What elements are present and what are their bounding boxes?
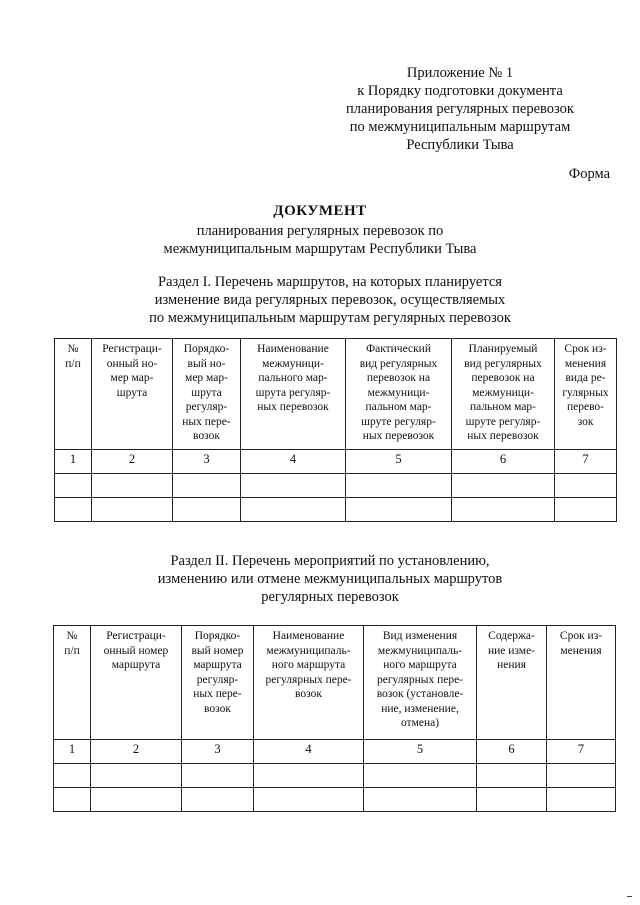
section1-title-line: по межмуниципальным маршрутам регулярных перевозок: [149, 310, 511, 326]
table-cell: [547, 788, 616, 812]
column-header: [55, 339, 92, 450]
column-header: [241, 339, 346, 450]
column-header-line: Регистраци-: [102, 343, 162, 355]
table-cell: [547, 764, 616, 788]
column-header-line: ных пере-: [193, 688, 242, 700]
column-header-line: нения: [497, 659, 526, 671]
table-cell: [555, 498, 617, 522]
column-header-line: регуляр-: [196, 673, 239, 686]
table-cell: [54, 788, 91, 812]
column-header-line: ных перевозок: [362, 430, 435, 442]
column-header-line: межмуниципаль-: [377, 644, 463, 657]
column-number-cell: 5: [346, 450, 452, 474]
section2-title-line: регулярных перевозок: [261, 589, 399, 605]
column-number-cell: 5: [364, 740, 477, 764]
column-header-line: шруте регуляр-: [465, 415, 541, 428]
column-header-line: вид регулярных: [464, 357, 542, 370]
column-header-line: возок: [204, 702, 231, 715]
column-header-line: перевозок на: [366, 372, 431, 384]
column-header-line: вый номер: [191, 644, 244, 657]
table-row: [55, 474, 617, 498]
table-cell: [241, 474, 346, 498]
column-header: [555, 339, 617, 450]
column-number-cell: 4: [254, 740, 364, 764]
table-cell: [173, 498, 241, 522]
column-header-line: шрута: [116, 386, 148, 399]
column-header-line: мер мар-: [185, 372, 228, 384]
column-header-line: Срок из-: [564, 343, 607, 355]
column-header-line: Планируемый: [468, 343, 538, 355]
column-header: [254, 626, 364, 740]
column-header: [346, 339, 452, 450]
column-header-line: менения: [564, 357, 607, 370]
section2-table: [53, 625, 616, 812]
section1-title-line: изменение вида регулярных перевозок, осуществляемых: [154, 292, 506, 308]
column-number-cell: 1: [55, 450, 92, 474]
column-header-line: межмуници-: [472, 386, 534, 399]
section1-title: [0, 273, 640, 327]
column-number-cell: 1: [54, 740, 91, 764]
table-cell: [364, 788, 477, 812]
appendix-line: по межмуниципальным маршрутам: [349, 119, 571, 135]
column-header-line: зок: [577, 415, 594, 428]
appendix-line: Республики Тыва: [406, 137, 514, 153]
column-header-line: онный номер: [103, 644, 169, 657]
table-cell: [241, 498, 346, 522]
table-header-row: [55, 339, 617, 450]
column-header-line: Фактический: [366, 343, 431, 355]
column-header-line: перево-: [566, 401, 605, 413]
column-header-line: Регистраци-: [106, 630, 166, 642]
column-header-line: вид регулярных: [359, 357, 438, 370]
column-header-line: шруте регуляр-: [361, 415, 436, 428]
column-header-line: межмуниципаль-: [266, 644, 351, 657]
column-header-line: Порядко-: [194, 630, 241, 642]
column-number-cell: 6: [452, 450, 555, 474]
column-header-line: регуляр-: [185, 401, 228, 413]
table-cell: [254, 788, 364, 812]
table-row: [55, 498, 617, 522]
column-header-line: ных перевозок: [257, 401, 329, 413]
document-subtitle-line: планирования регулярных перевозок по: [196, 223, 444, 239]
column-header-line: вый но-: [187, 357, 226, 370]
column-header: [54, 626, 91, 740]
column-header: [452, 339, 555, 450]
column-header-line: перевозок на: [471, 372, 535, 384]
column-header-line: менения: [560, 644, 602, 657]
column-number-cell: 7: [555, 450, 617, 474]
column-header-line: пального мар-: [258, 372, 328, 384]
column-header-line: ных перевозок: [467, 430, 539, 442]
section2-title-line: Раздел II. Перечень мероприятий по установлению,: [170, 553, 490, 569]
column-header-line: №: [67, 343, 79, 355]
table-cell: [91, 788, 182, 812]
table-cell: [92, 474, 173, 498]
column-header-line: Срок из-: [559, 630, 603, 642]
column-header-line: №: [66, 630, 78, 642]
table-row: [54, 764, 616, 788]
column-header-line: пальном мар-: [365, 401, 432, 413]
column-header-line: пальном мар-: [469, 401, 537, 413]
column-header-line: межмуници-: [262, 357, 324, 370]
column-header-line: ние, изменение,: [381, 702, 459, 715]
column-header-line: гулярных: [562, 386, 609, 399]
table-cell: [346, 498, 452, 522]
column-header-line: возок: [295, 688, 322, 700]
column-header: [91, 626, 182, 740]
column-header-line: вида ре-: [565, 372, 606, 384]
column-number-cell: 3: [182, 740, 254, 764]
column-number-row: [55, 450, 617, 474]
table-cell: [91, 764, 182, 788]
column-header-line: онный но-: [106, 357, 158, 370]
page-edge-mark: [627, 896, 632, 897]
column-header-line: возок: [193, 430, 220, 442]
column-header-line: ного маршрута: [383, 659, 457, 671]
table-cell: [477, 764, 547, 788]
table-row: [54, 788, 616, 812]
column-header: [92, 339, 173, 450]
appendix-block: [300, 64, 620, 154]
column-header-line: Вид изменения: [382, 630, 458, 642]
column-header-line: ного маршрута: [271, 659, 346, 671]
table-cell: [173, 474, 241, 498]
column-header-line: Наименование: [272, 630, 345, 642]
column-header: [364, 626, 477, 740]
column-header-line: межмуници-: [367, 386, 430, 399]
column-header-line: п/п: [64, 644, 80, 657]
appendix-line: к Порядку подготовки документа: [357, 83, 563, 99]
column-header-line: маршрута: [111, 659, 161, 671]
column-header-line: возок (установле-: [376, 688, 464, 700]
appendix-line: планирования регулярных перевозок: [346, 101, 574, 117]
column-header-line: шрута регуляр-: [255, 386, 331, 399]
column-header-line: регулярных пере-: [376, 673, 464, 686]
column-number-cell: 3: [173, 450, 241, 474]
table-cell: [477, 788, 547, 812]
form-label: Форма: [568, 166, 610, 182]
section1-table: [54, 338, 617, 522]
table-cell: [182, 764, 254, 788]
column-header-line: маршрута: [193, 659, 242, 671]
table-header-row: [54, 626, 616, 740]
column-number-cell: 6: [477, 740, 547, 764]
section2-title-line: изменению или отмене межмуниципальных маршрутов: [157, 571, 503, 587]
column-header-line: отмена): [400, 717, 440, 729]
table-cell: [55, 474, 92, 498]
column-header: [173, 339, 241, 450]
table-cell: [54, 764, 91, 788]
table-cell: [182, 788, 254, 812]
appendix-line: Приложение № 1: [406, 65, 514, 81]
table-cell: [55, 498, 92, 522]
column-header-line: Порядко-: [183, 343, 230, 355]
column-number-cell: 7: [547, 740, 616, 764]
column-header-line: шрута: [191, 386, 222, 399]
column-header-line: мер мар-: [110, 372, 154, 384]
column-header: [477, 626, 547, 740]
table-cell: [555, 474, 617, 498]
document-title: ДОКУМЕНТ: [273, 203, 367, 219]
table-cell: [254, 764, 364, 788]
document-subtitle: [0, 222, 640, 258]
table-cell: [346, 474, 452, 498]
column-header-line: регулярных пере-: [265, 673, 352, 686]
column-number-cell: 4: [241, 450, 346, 474]
column-header-line: Наименование: [257, 343, 329, 355]
section2-title: [0, 552, 640, 606]
document-subtitle-line: межмуниципальным маршрутам Республики Тыва: [163, 241, 477, 257]
table-cell: [452, 498, 555, 522]
column-number-cell: 2: [92, 450, 173, 474]
column-number-cell: 2: [91, 740, 182, 764]
column-header-line: Содержа-: [488, 630, 535, 642]
section1-title-line: Раздел I. Перечень маршрутов, на которых планируется: [158, 274, 502, 290]
column-header-line: ние изме-: [487, 644, 536, 657]
table-cell: [92, 498, 173, 522]
column-header-line: п/п: [65, 357, 81, 370]
column-header-line: ных пере-: [182, 415, 231, 428]
column-header: [547, 626, 616, 740]
column-number-row: [54, 740, 616, 764]
table-cell: [364, 764, 477, 788]
column-header: [182, 626, 254, 740]
table-cell: [452, 474, 555, 498]
